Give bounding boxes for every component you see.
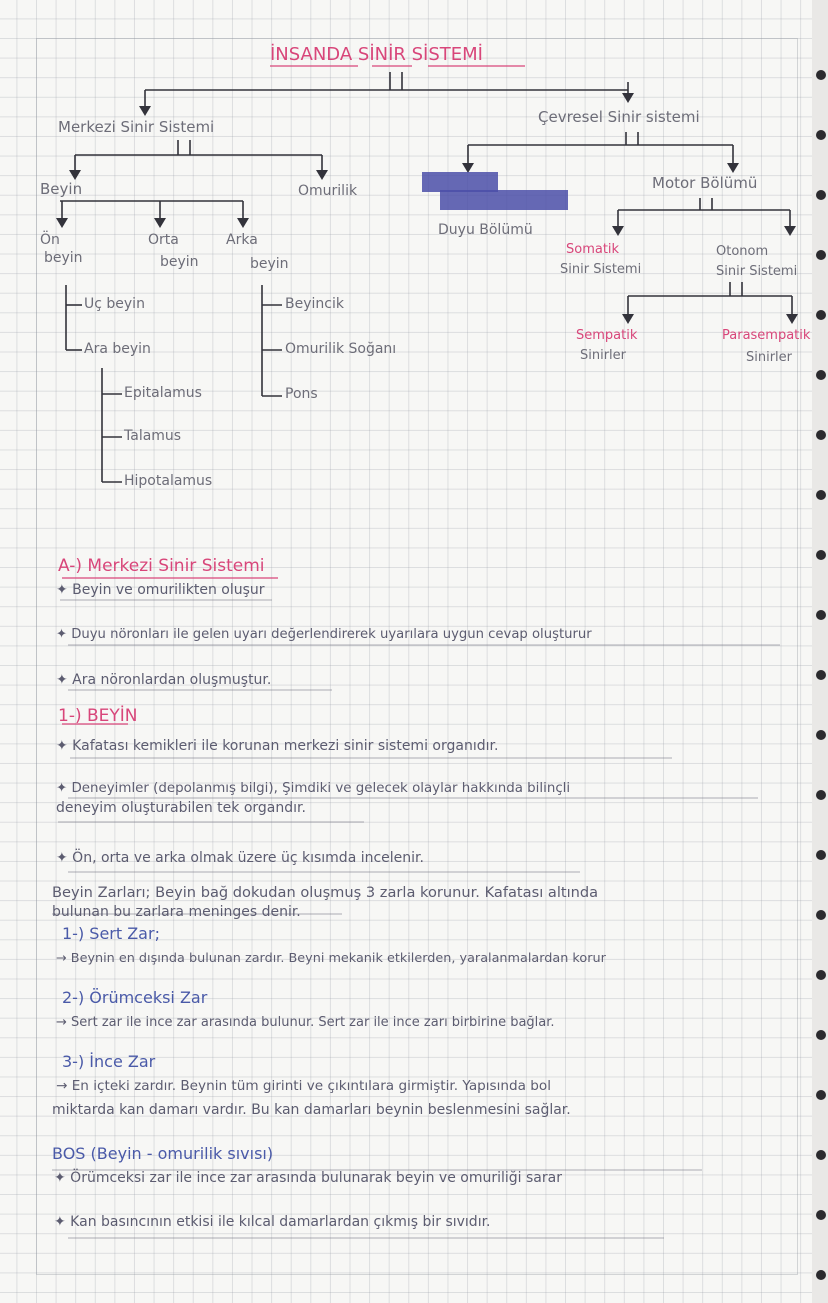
node-motor-bolumu: Motor Bölümü xyxy=(652,174,758,192)
heading-beyin: 1-) BEYİN xyxy=(58,706,138,726)
heading-bos: BOS (Beyin - omurilik sıvısı) xyxy=(52,1144,274,1163)
binding-ring xyxy=(816,1210,826,1220)
note-line: → En içteki zardır. Beynin tüm girinti ve çıkıntılara girmiştir. Yapısında bol xyxy=(56,1078,552,1094)
note-line: miktarda kan damarı vardır. Bu kan damarları beynin beslenmesini sağlar. xyxy=(52,1102,571,1118)
node-sempatik-2: Sinirler xyxy=(580,348,627,363)
node-somatik-2: Sinir Sistemi xyxy=(560,262,642,277)
note-line: ✦ Kan basıncının etkisi ile kılcal damarlardan çıkmış bir sıvıdır. xyxy=(54,1214,491,1230)
binding-ring xyxy=(816,1090,826,1100)
heading-merkezi-sinir-sistemi: A-) Merkezi Sinir Sistemi xyxy=(58,556,265,576)
binding-ring xyxy=(816,430,826,440)
note-line: ✦ Ön, orta ve arka olmak üzere üç kısımda incelenir. xyxy=(56,850,424,866)
node-talamus: Talamus xyxy=(124,428,182,444)
binding-ring xyxy=(816,190,826,200)
node-on-beyin-2: beyin xyxy=(44,250,83,266)
binding-ring xyxy=(816,1270,826,1280)
node-otonom: Otonom xyxy=(716,244,769,259)
note-line: ✦ Kafatası kemikleri ile korunan merkezi sinir sistemi organıdır. xyxy=(56,738,499,754)
heading-orumceksi-zar: 2-) Örümceksi Zar xyxy=(62,988,208,1007)
binding-ring xyxy=(816,130,826,140)
binding-ring xyxy=(816,250,826,260)
binding-ring xyxy=(816,730,826,740)
binding-ring xyxy=(816,910,826,920)
node-arka-beyin-2: beyin xyxy=(250,256,289,272)
node-parasempatik: Parasempatik xyxy=(722,328,811,343)
node-merkezi-sinir-sistemi: Merkezi Sinir Sistemi xyxy=(58,118,215,136)
binding-ring xyxy=(816,1150,826,1160)
binding-ring xyxy=(816,550,826,560)
note-line: → Sert zar ile ince zar arasında bulunur. Sert zar ile ince zarı birbirine bağlar. xyxy=(56,1015,555,1030)
node-ara-beyin: Ara beyin xyxy=(84,341,151,357)
node-duyu-bolumu: Duyu Bölümü xyxy=(438,222,533,238)
heading-sert-zar: 1-) Sert Zar; xyxy=(62,924,160,943)
highlight-marker xyxy=(422,172,498,192)
node-omurilik: Omurilik xyxy=(298,183,358,199)
heading-ince-zar: 3-) İnce Zar xyxy=(62,1052,156,1071)
node-cevresel-sinir-sistemi: Çevresel Sinir sistemi xyxy=(538,108,700,126)
note-line: ✦ Duyu nöronları ile gelen uyarı değerlendirerek uyarılara uygun cevap oluşturur xyxy=(56,627,592,642)
binding-ring xyxy=(816,310,826,320)
binding-ring xyxy=(816,610,826,620)
diagram-title: İNSANDA SİNİR SİSTEMİ xyxy=(270,44,483,65)
binding-ring xyxy=(816,850,826,860)
node-arka-beyin: Arka xyxy=(226,232,258,248)
node-pons: Pons xyxy=(285,386,318,402)
node-parasempatik-2: Sinirler xyxy=(746,350,793,365)
note-line: ✦ Ara nöronlardan oluşmuştur. xyxy=(56,672,272,688)
node-beyincik: Beyincik xyxy=(285,296,344,312)
binding-ring xyxy=(816,670,826,680)
binding-ring xyxy=(816,370,826,380)
note-line: Beyin Zarları; Beyin bağ dokudan oluşmuş 3 zarla korunur. Kafatası altında xyxy=(52,884,599,901)
binding-ring xyxy=(816,70,826,80)
note-line: → Beynin en dışında bulunan zardır. Beyni mekanik etkilerden, yaralanmalardan korur xyxy=(56,951,606,966)
node-uc-beyin: Uç beyin xyxy=(84,296,145,312)
binding-ring xyxy=(816,790,826,800)
binding-ring xyxy=(816,490,826,500)
node-sempatik: Sempatik xyxy=(576,328,638,343)
note-line: ✦ Örümceksi zar ile ince zar arasında bulunarak beyin ve omuriliği sarar xyxy=(54,1170,562,1186)
highlight-marker xyxy=(440,190,568,210)
node-orta-beyin: Orta xyxy=(148,232,179,248)
binding-ring xyxy=(816,970,826,980)
node-orta-beyin-2: beyin xyxy=(160,254,199,270)
note-line: deneyim oluşturabilen tek organdır. xyxy=(56,800,306,816)
binding-ring xyxy=(816,1030,826,1040)
note-line: ✦ Beyin ve omurilikten oluşur xyxy=(56,582,265,598)
node-on-beyin: Ön xyxy=(40,232,60,248)
note-line: bulunan bu zarlara meninges denir. xyxy=(52,904,301,920)
node-otonom-2: Sinir Sistemi xyxy=(716,264,798,279)
node-hipotalamus: Hipotalamus xyxy=(124,473,213,489)
node-omurilik-sogani: Omurilik Soğanı xyxy=(285,341,397,357)
node-somatik: Somatik xyxy=(566,242,620,257)
node-beyin: Beyin xyxy=(40,180,83,198)
node-epitalamus: Epitalamus xyxy=(124,385,202,401)
note-line: ✦ Deneyimler (depolanmış bilgi), Şimdiki ve gelecek olaylar hakkında bilinçli xyxy=(56,781,571,796)
